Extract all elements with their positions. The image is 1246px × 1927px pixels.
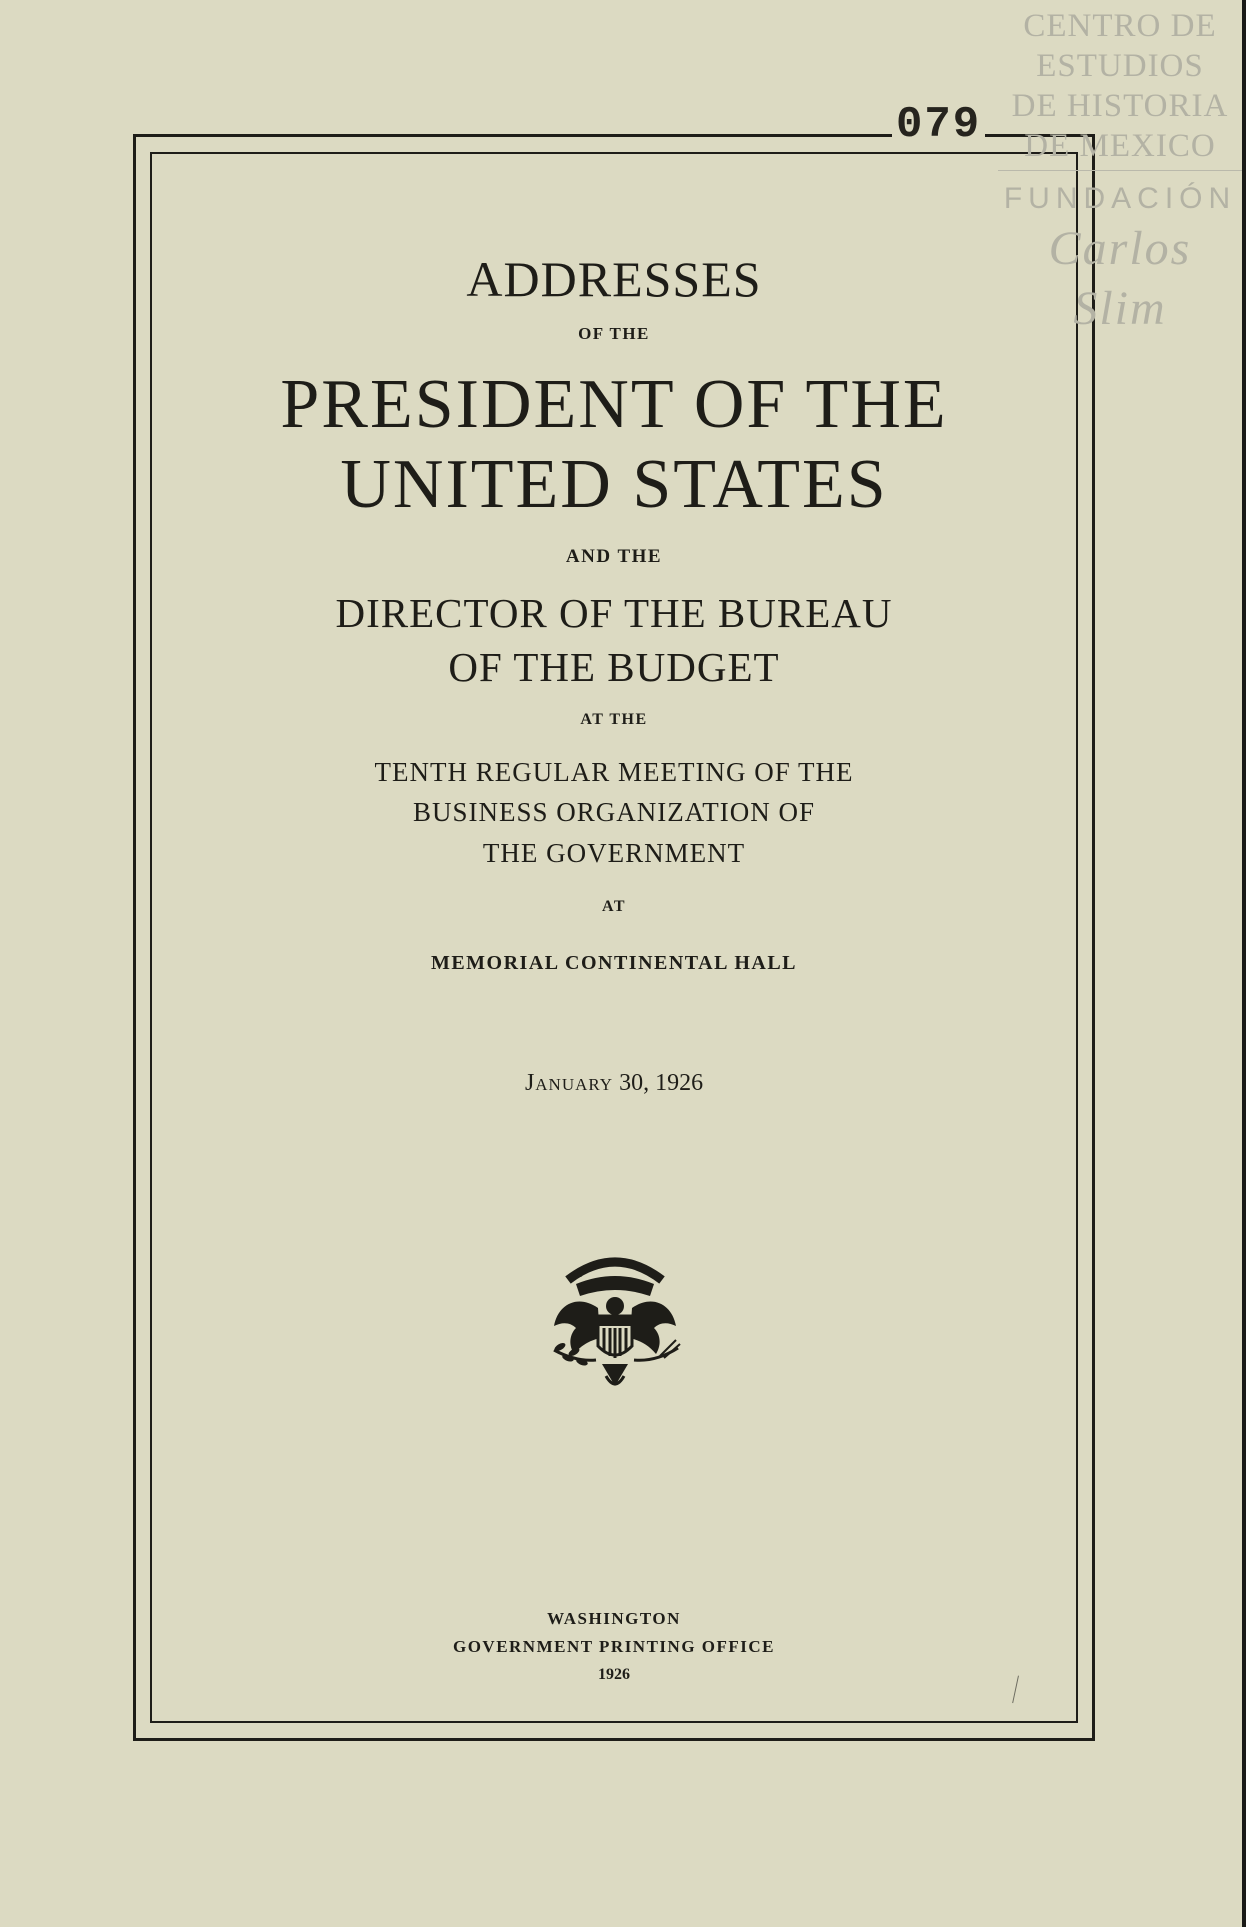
connector-at-the: AT THE: [580, 711, 648, 728]
connector-at: AT: [601, 898, 627, 915]
cover-date: [152, 1071, 1076, 1095]
meeting-line2: BUSINESS ORGANIZATION OF: [412, 797, 816, 827]
connector-of-the: OF THE: [578, 324, 650, 343]
watermark-line: ESTUDIOS: [1036, 48, 1204, 84]
date-month: January: [524, 1070, 614, 1096]
watermark-line: DE HISTORIA: [1011, 88, 1229, 124]
cover-text: [152, 0, 1076, 1927]
title-addresses: ADDRESSES: [466, 251, 762, 307]
watermark-foundation: FUNDACIÓN: [1003, 182, 1237, 215]
title-president-line1: PRESIDENT OF THE: [280, 366, 948, 443]
date-day-year: 30, 1926: [619, 1070, 704, 1096]
imprint-city: WASHINGTON: [547, 1609, 681, 1628]
scan-edge: [1242, 0, 1246, 1927]
title-president-line2: UNITED STATES: [340, 446, 888, 523]
watermark-line: CENTRO DE: [1023, 8, 1217, 44]
great-seal-eagle-icon: [540, 1250, 690, 1405]
watermark-line: DE MEXICO: [1024, 128, 1216, 164]
venue-hall: MEMORIAL CONTINENTAL HALL: [430, 952, 798, 974]
connector-and-the: AND THE: [565, 546, 663, 567]
meeting-line1: TENTH REGULAR MEETING OF THE: [374, 757, 854, 787]
imprint-office: GOVERNMENT PRINTING OFFICE: [452, 1637, 776, 1656]
meeting-line3: THE GOVERNMENT: [482, 838, 746, 868]
title-director-line1: DIRECTOR OF THE BUREAU: [335, 590, 893, 636]
watermark-signature: Carlos Slim: [1048, 222, 1192, 335]
imprint-year: 1926: [598, 1666, 630, 1683]
title-director-line2: OF THE BUDGET: [448, 644, 780, 690]
stamped-number: 079: [892, 100, 985, 150]
